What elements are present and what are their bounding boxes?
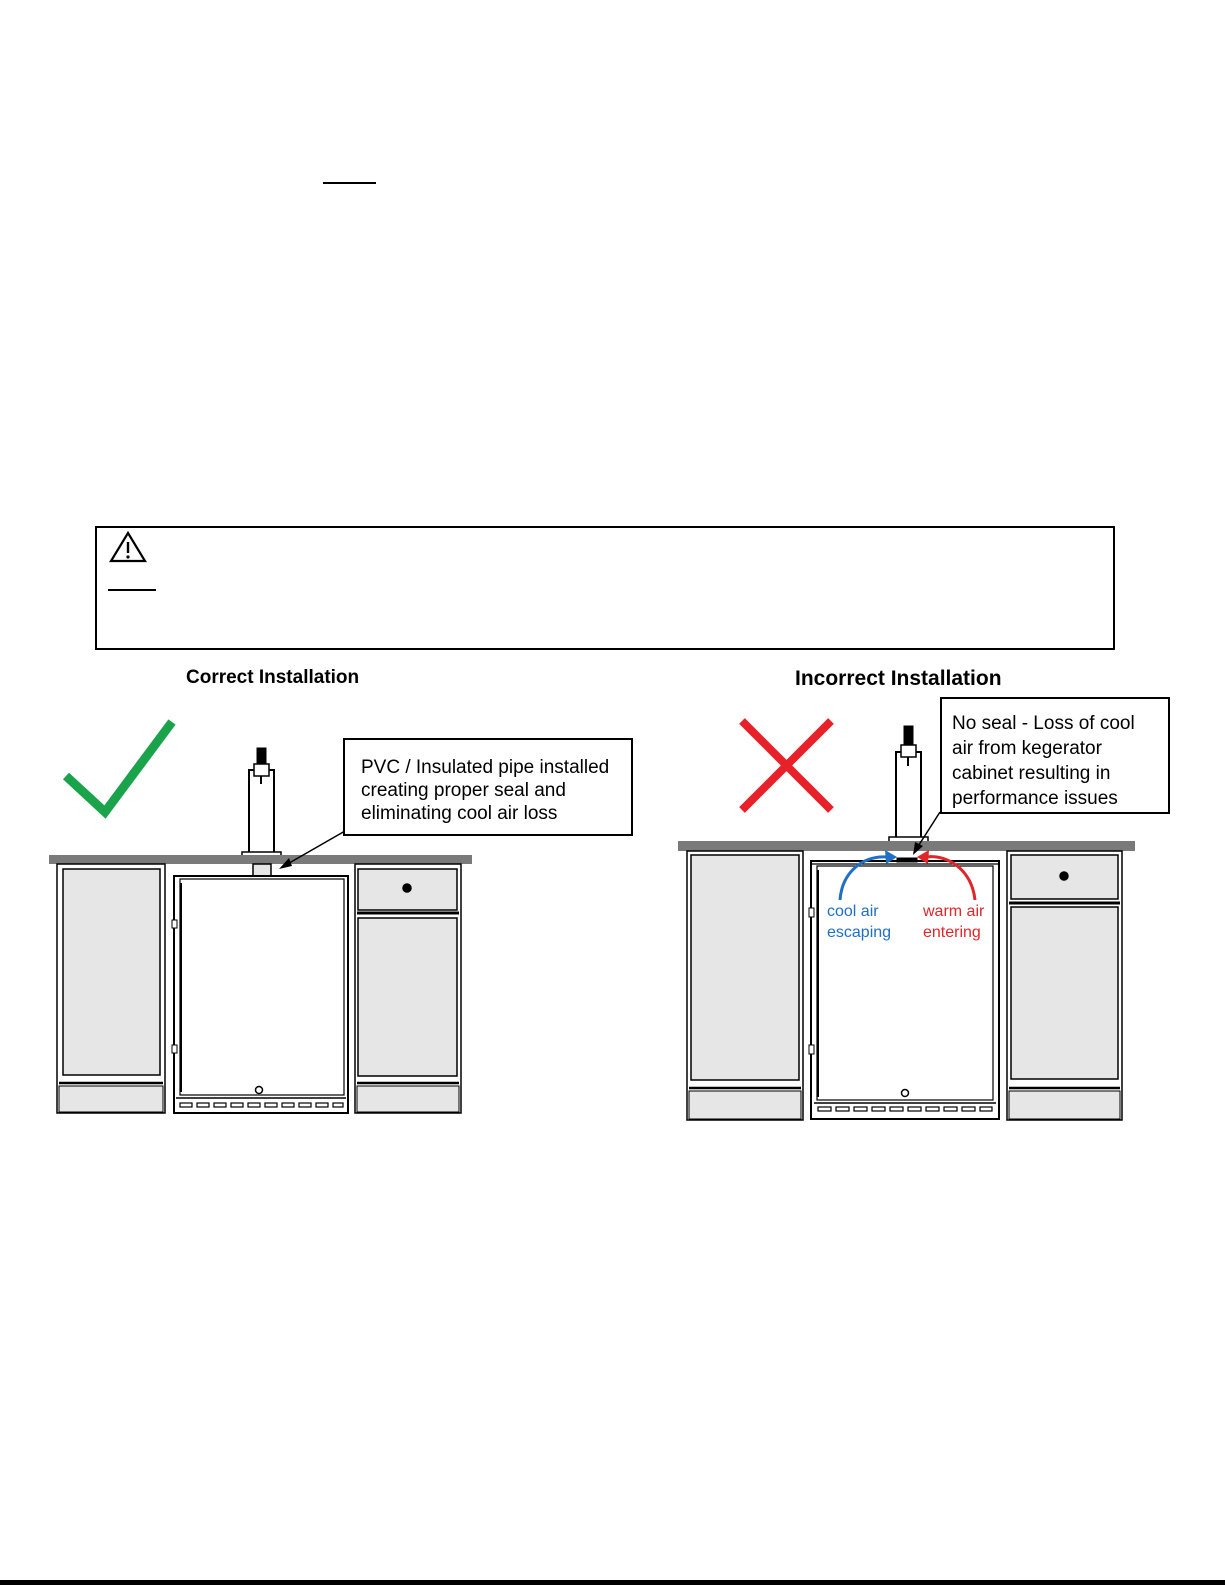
countertop: [678, 841, 1135, 851]
kegerator-incorrect: [809, 858, 999, 1119]
gap-opening: [897, 858, 917, 862]
left-cabinet: [687, 851, 803, 1120]
incorrect-installation-title: Incorrect Installation: [795, 667, 1002, 690]
page-bottom-rule: [0, 1580, 1225, 1585]
correct-installation-title: Correct Installation: [186, 667, 360, 688]
countertop: [49, 855, 472, 864]
incorrect-callout-line-3: cabinet resulting in: [952, 763, 1111, 784]
warning-triangle-icon: [108, 530, 148, 564]
incorrect-callout: [940, 697, 1170, 814]
cool-air-label: [827, 901, 891, 943]
right-cabinet: [355, 864, 461, 1113]
correct-callout: [343, 738, 633, 836]
left-cabinet: [57, 864, 165, 1113]
incorrect-callout-line-2: air from kegerator: [952, 738, 1102, 759]
beer-tower: [889, 726, 928, 842]
cross-icon: [742, 721, 831, 810]
check-icon: [66, 722, 172, 812]
correct-callout-line-2: creating proper seal and: [361, 780, 566, 801]
warm-air-label: [923, 901, 984, 943]
correct-callout-line-1: PVC / Insulated pipe installed: [361, 757, 610, 778]
warning-underline: [108, 589, 156, 591]
warm-air-label-line-1: warm air: [923, 903, 985, 920]
correct-callout-line-3: eliminating cool air loss: [361, 803, 558, 824]
incorrect-callout-line-4: performance issues: [952, 788, 1118, 809]
kegerator-correct: [172, 864, 348, 1113]
cool-air-label-line-2: escaping: [827, 924, 892, 941]
beer-tower: [242, 748, 281, 857]
warm-air-label-line-2: entering: [923, 924, 981, 941]
right-cabinet: [1007, 851, 1122, 1120]
incorrect-callout-line-1: No seal - Loss of cool: [952, 713, 1135, 734]
warning-box: [95, 526, 1115, 650]
header-underline: [323, 182, 376, 184]
cool-air-label-line-1: cool air: [827, 903, 879, 920]
